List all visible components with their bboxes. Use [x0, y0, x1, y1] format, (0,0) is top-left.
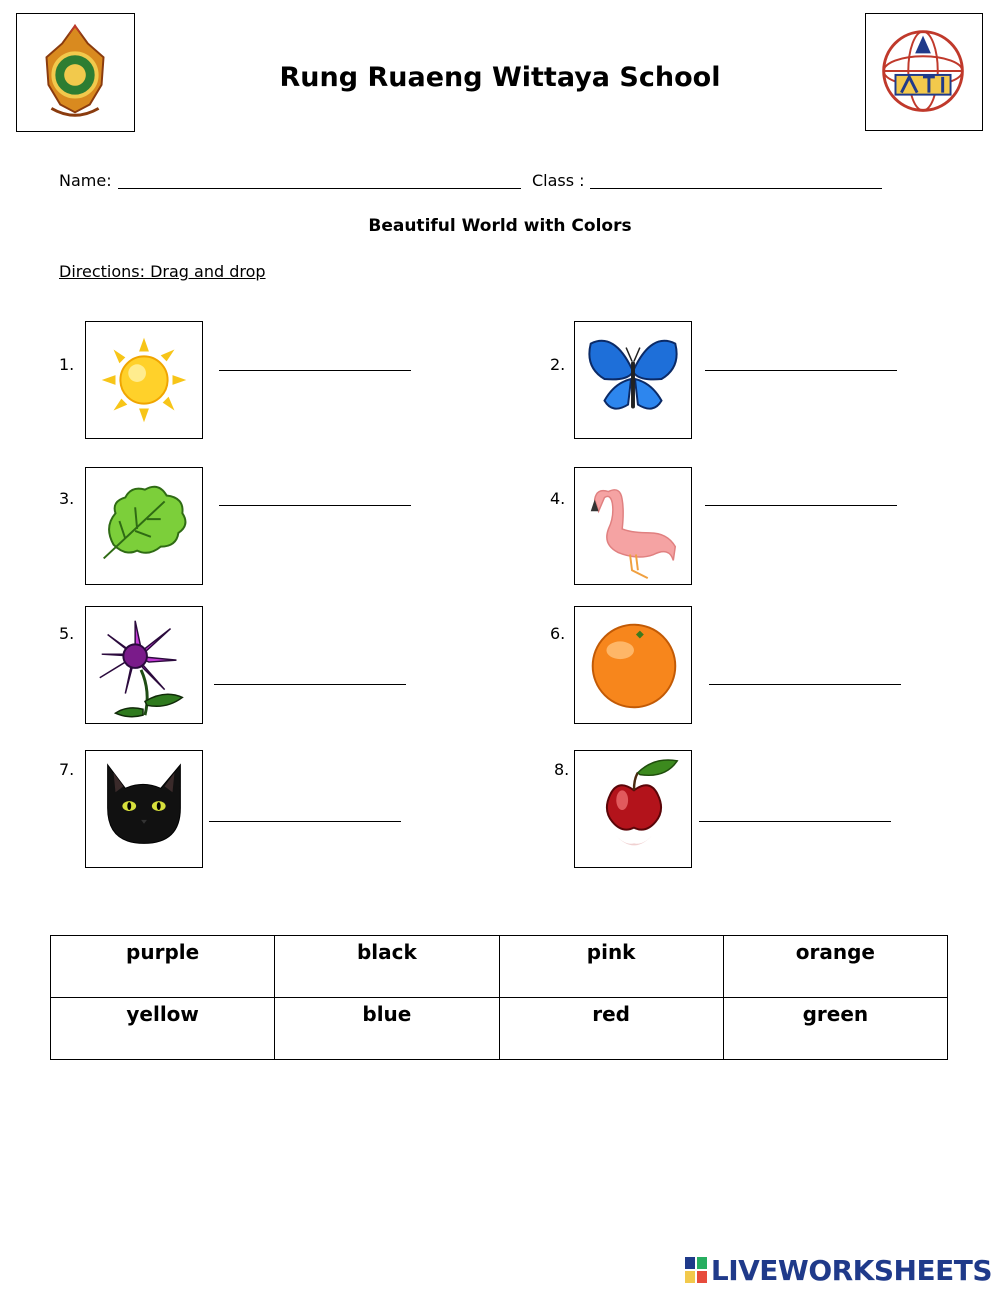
item-number-5: 5.	[59, 624, 75, 643]
word-bank-row	[51, 936, 948, 998]
cat-icon	[85, 750, 203, 868]
answer-blank-5[interactable]	[214, 684, 406, 685]
worksheet-subtitle: Beautiful World with Colors	[368, 216, 632, 236]
item-number-8: 8.	[554, 760, 570, 779]
liveworksheets-logo-icon	[685, 1257, 707, 1283]
answer-blank-7[interactable]	[209, 821, 401, 822]
orange-icon	[574, 606, 692, 724]
flower-icon	[85, 606, 203, 724]
leaf-icon	[85, 467, 203, 585]
brand-text: LIVEWORKSHEETS	[710, 1254, 992, 1287]
word-bank-table	[50, 935, 948, 1060]
answer-blank-6[interactable]	[709, 684, 901, 685]
word-option-purple[interactable]: purple	[51, 936, 275, 998]
sun-icon	[85, 321, 203, 439]
flamingo-icon	[574, 467, 692, 585]
name-field[interactable]	[118, 188, 521, 189]
liveworksheets-brand	[685, 1254, 992, 1287]
apple-icon	[574, 750, 692, 868]
rti-globe-logo	[865, 13, 983, 131]
answer-blank-8[interactable]	[699, 821, 891, 822]
word-option-black[interactable]: black	[275, 936, 499, 998]
item-number-1: 1.	[59, 355, 75, 374]
word-option-yellow[interactable]: yellow	[51, 998, 275, 1060]
butterfly-icon	[574, 321, 692, 439]
directions-text: Directions: Drag and drop	[59, 262, 266, 281]
item-number-7: 7.	[59, 760, 75, 779]
word-option-pink[interactable]: pink	[499, 936, 723, 998]
word-option-orange[interactable]: orange	[723, 936, 947, 998]
school-title: Rung Ruaeng Wittaya School	[279, 62, 721, 93]
item-number-3: 3.	[59, 489, 75, 508]
word-bank-row	[51, 998, 948, 1060]
class-field[interactable]	[590, 188, 882, 189]
answer-blank-2[interactable]	[705, 370, 897, 371]
item-number-6: 6.	[550, 624, 566, 643]
word-option-blue[interactable]: blue	[275, 998, 499, 1060]
item-number-2: 2.	[550, 355, 566, 374]
word-option-red[interactable]: red	[499, 998, 723, 1060]
answer-blank-3[interactable]	[219, 505, 411, 506]
word-option-green[interactable]: green	[723, 998, 947, 1060]
answer-blank-4[interactable]	[705, 505, 897, 506]
class-label: Class :	[532, 171, 585, 190]
name-label: Name:	[59, 171, 112, 190]
answer-blank-1[interactable]	[219, 370, 411, 371]
item-number-4: 4.	[550, 489, 566, 508]
